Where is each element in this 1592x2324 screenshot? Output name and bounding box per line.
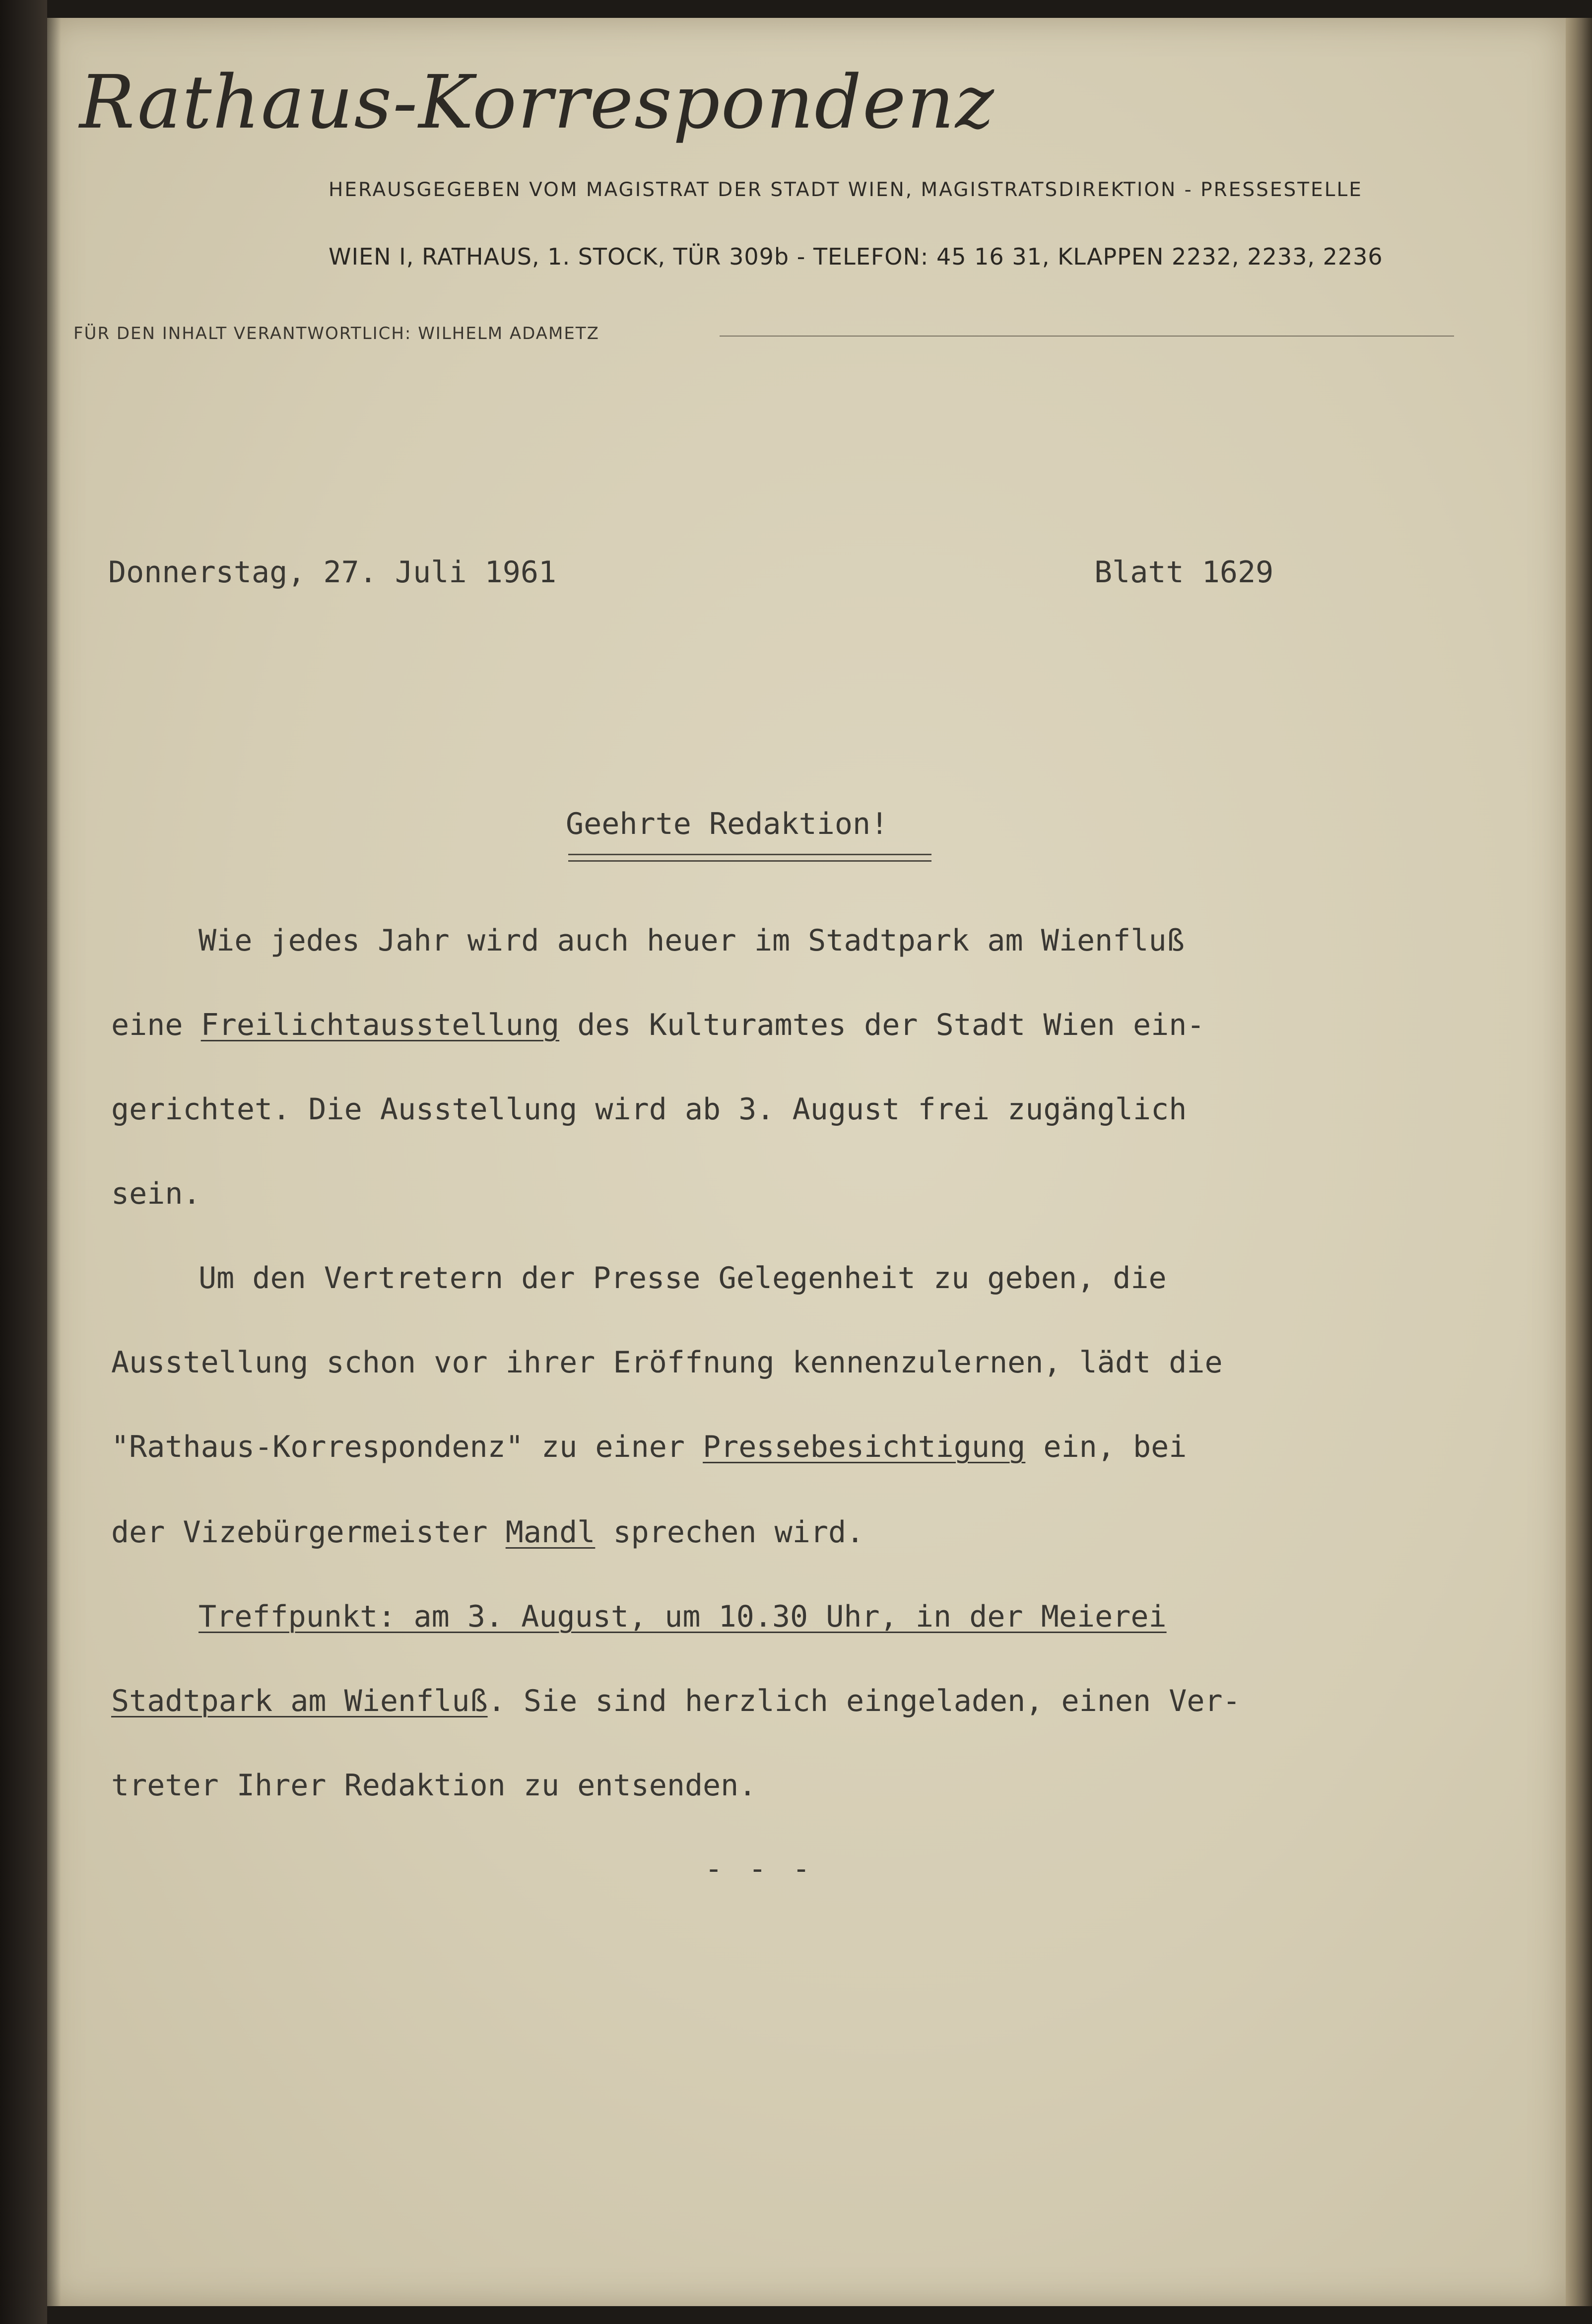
- spine-shadow: [47, 18, 61, 2306]
- end-mark: - - -: [705, 1851, 814, 1886]
- page-edge: [1566, 18, 1592, 2306]
- paragraph-1-line-1: Wie jedes Jahr wird auch heuer im Stadtpark am Wienfluß: [199, 923, 1185, 958]
- paragraph-3-line-2: [111, 1684, 1241, 1718]
- text-span: ein, bei: [1025, 1430, 1187, 1464]
- text-span: "Rathaus-Korrespondenz" zu einer: [111, 1430, 703, 1464]
- text-span: des Kulturamtes der Stadt Wien ein-: [559, 1008, 1205, 1042]
- paragraph-3-line-3: treter Ihrer Redaktion zu entsenden.: [111, 1768, 757, 1803]
- paragraph-1-line-4: sein.: [111, 1176, 201, 1211]
- letterhead-responsible: FÜR DEN INHALT VERANTWORTLICH: WILHELM ADAMETZ: [73, 324, 599, 343]
- document-page: [47, 18, 1566, 2306]
- text-span: sprechen wird.: [595, 1515, 864, 1550]
- paragraph-1-line-3: gerichtet. Die Ausstellung wird ab 3. August frei zugänglich: [111, 1092, 1187, 1127]
- paragraph-2-line-4: [111, 1515, 864, 1550]
- paragraph-2-line-3: [111, 1430, 1187, 1464]
- document-date: Donnerstag, 27. Juli 1961: [108, 555, 557, 590]
- underlined-freilichtausstellung: Freilichtausstellung: [200, 1008, 560, 1042]
- paragraph-3-line-1: [199, 1599, 1167, 1634]
- letterhead-address: WIEN I, RATHAUS, 1. STOCK, TÜR 309b - TELEFON: 45 16 31, KLAPPEN 2232, 2233, 2236: [329, 243, 1383, 270]
- underlined-pressebesichtigung: Pressebesichtigung: [703, 1430, 1026, 1464]
- letterhead-publisher: HERAUSGEGEBEN VOM MAGISTRAT DER STADT WIEN, MAGISTRATSDIREKTION - PRESSESTELLE: [329, 179, 1363, 201]
- underlined-treffpunkt: Treffpunkt: am 3. August, um 10.30 Uhr, in der Meierei: [199, 1599, 1167, 1634]
- paragraph-1-line-2: [111, 1008, 1205, 1042]
- salutation-double-underline: [568, 854, 931, 862]
- sheet-number: Blatt 1629: [1094, 555, 1274, 590]
- text-span: . Sie sind herzlich eingeladen, einen Ver-: [487, 1684, 1241, 1718]
- text-span: eine: [111, 1008, 201, 1042]
- salutation: Geehrte Redaktion!: [566, 807, 889, 841]
- text-span: der Vizebürgermeister: [111, 1515, 506, 1550]
- letterhead-rule: [720, 336, 1454, 337]
- underlined-mandl: Mandl: [505, 1515, 596, 1550]
- book-binding: [0, 0, 47, 2324]
- underlined-location: Stadtpark am Wienfluß: [111, 1684, 488, 1718]
- paragraph-2-line-1: Um den Vertretern der Presse Gelegenheit zu geben, die: [199, 1261, 1167, 1296]
- letterhead-title: Rathaus-Korrespondenz: [79, 60, 995, 145]
- paragraph-2-line-2: Ausstellung schon vor ihrer Eröffnung kennenzulernen, lädt die: [111, 1345, 1223, 1380]
